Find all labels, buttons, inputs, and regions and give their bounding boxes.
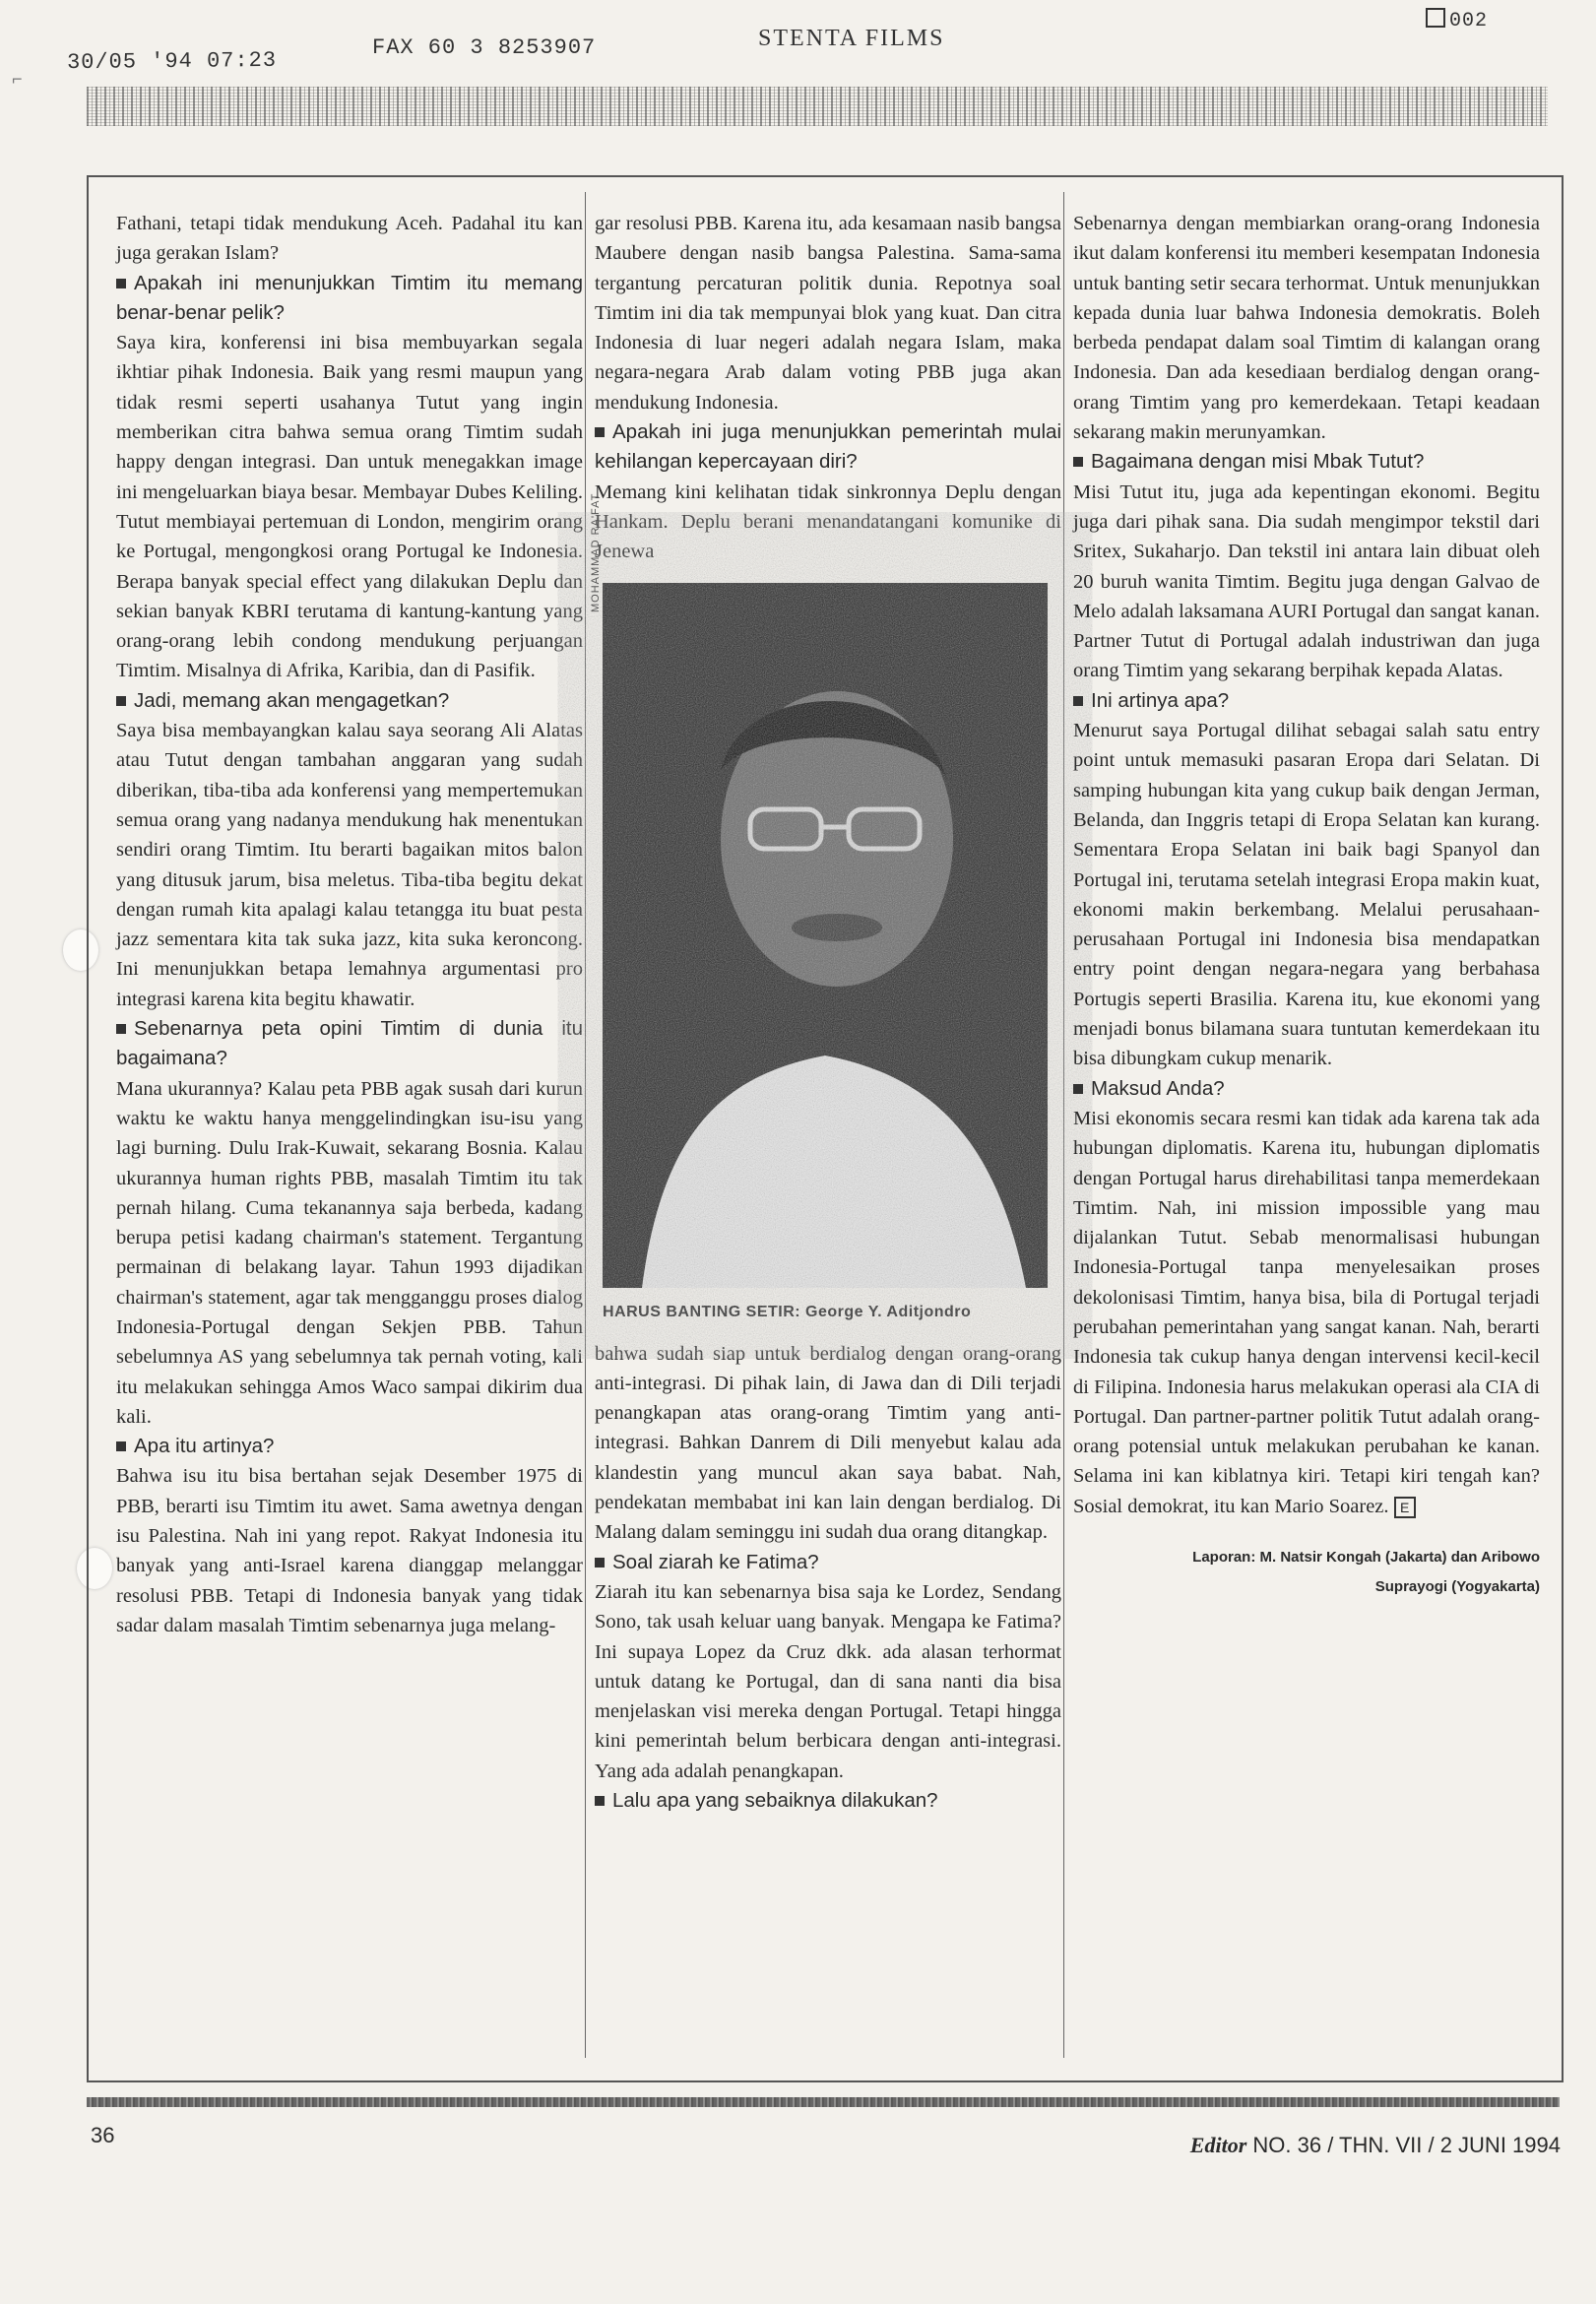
answer-text: bahwa sudah siap untuk berdialog dengan orang-orang anti-integrasi. Di pihak lain, di Jawa dan di Dili terjadi penangkapan atas orang-orang Timtim yang anti-integrasi. Bahkan Danrem di Dili menyebut kalau ada klandestin yang muncul akan saya babat. Nah, pendekatan membabat ini kan lain dengan berdialog. Di Malang dalam seminggu ini sudah dua orang ditangkap. — [595, 1342, 1061, 1544]
question-text: Ini artinya apa? — [1091, 688, 1230, 712]
question-text: Soal ziarah ke Fatima? — [612, 1550, 819, 1573]
publication-name: Editor — [1189, 2133, 1247, 2157]
interview-question — [1073, 447, 1540, 477]
answer-text: Memang kini kelihatan tidak sinkronnya Deplu dengan Hankam. Deplu berani menandatangani komunike di Jenewa — [595, 480, 1061, 563]
answer-text: gar resolusi PBB. Karena itu, ada kesamaan nasib bangsa Maubere dengan nasib bangsa Palestina. Sama-sama tergantung percaturan politik dunia. Repotnya soal Timtim ini dia tak mempunyai blok yang kuat. Dan citra Indonesia di luar negeri adalah negara Islam, maka negara-negara Arab dalam voting PBB juga akan mendukung Indonesia. — [595, 213, 1061, 414]
interview-answer — [116, 1074, 583, 1433]
answer-text: Misi ekonomis secara resmi kan tidak ada karena tak ada hubungan diplomatis. Karena itu, hubungan diplomatis dengan Portugal harus direhabilitasi tanpa memerdekaan Timtim. Nah, ini mission impossible yang mau dijalankan Tutut. Sebab menormalisasi hubungan Indonesia-Portugal tanpa menyelesaikan proses dekolonisasi Timtim, hanya bisa, bila di Portugal terjadi perubahan pemerintahan yang sangat kanan. Nah, berarti Indonesia tak cukup hanya dengan intervensi kecil-kecil di Filipina. Indonesia harus melakukan operasi ala CIA di Portugal. Dan partner-partner politik Tutut adalah orang-orang potensial untuk melakukan perubahan ke kanan. Selama ini kan kiblatnya kiri. Tetapi kiri tengah kan? Sosial demokrat, itu kan Mario Soarez. — [1073, 1107, 1540, 1517]
fax-date: 30/05 '94 07:23 — [66, 47, 278, 76]
question-bullet-icon — [116, 1441, 126, 1451]
fax-page-number: 002 — [1449, 10, 1489, 32]
photo-credit: MOHAMMAD RA'FAT — [590, 492, 602, 612]
fax-page-counter — [1426, 8, 1488, 32]
fax-noise-band — [87, 87, 1548, 126]
article-column-2 — [590, 209, 1061, 1816]
interview-answer — [595, 1577, 1061, 1786]
column-divider-1 — [585, 192, 586, 2058]
interview-answer — [595, 1339, 1061, 1548]
interview-answer — [1073, 1104, 1540, 1521]
interview-question — [1073, 686, 1540, 716]
interview-answer — [116, 1461, 583, 1640]
answer-text: Saya kira, konferensi ini bisa membuyarkan segala ikhtiar pihak Indonesia. Baik yang resmi maupun yang tidak resmi seperti usahanya Tutut yang ingin memberikan citra bahwa semua orang Timtim sudah happy dengan integrasi. Dan untuk menegakkan image ini mengeluarkan biaya besar. Membayar Dubes Keliling. Tutut membiayai pertemuan di London, mengirim orang ke Portugal, mengongkosi orang Portugal ke Indonesia. Berapa banyak special effect yang dilakukan Deplu dan sekian banyak KBRI terutama di kantung-kantung yang orang-orang lebih condong mendukung perjuangan Timtim. Misalnya di Afrika, Karibia, dan di Pasifik. — [116, 332, 583, 682]
fax-page-icon — [1426, 8, 1445, 28]
question-bullet-icon — [1073, 457, 1083, 467]
question-bullet-icon — [1073, 1084, 1083, 1094]
article-column-3 — [1073, 209, 1540, 1602]
question-bullet-icon — [1073, 696, 1083, 706]
column-divider-2 — [1063, 192, 1064, 2058]
question-text: Lalu apa yang sebaiknya dilakukan? — [612, 1789, 938, 1813]
question-text: Apakah ini juga menunjukkan pemerintah mulai kehilangan kepercayaan diri? — [595, 420, 1061, 474]
article-column-1 — [116, 209, 583, 1640]
margin-mark-icon: ⌐ — [12, 69, 23, 89]
question-bullet-icon — [595, 1796, 605, 1806]
portrait-image — [603, 583, 1048, 1288]
question-bullet-icon — [595, 1558, 605, 1568]
interview-question — [595, 1548, 1061, 1577]
question-bullet-icon — [595, 427, 605, 437]
interview-answer — [116, 328, 583, 686]
publication-footer — [1190, 2133, 1561, 2158]
report-credit-line-1: Laporan: M. Natsir Kongah (Jakarta) dan Aribowo — [1192, 1549, 1540, 1567]
answer-text: Menurut saya Portugal dilihat sebagai salah satu entry point untuk memasuki pasaran Eropa dari Selatan. Di samping hubungan kita yang cukup baik dengan Jerman, Belanda, dan Inggris tetapi di Eropa Selatan kan kurang. Sementara Eropa Selatan ini baik bagi Spanyol dan Portugal ini, terutama setelah integrasi Eropa makin kuat, ekonomi makin berkembang. Melalui perusahaan-perusahaan Portugal ini Indonesia bisa mendapatkan entry point dengan negara-negara yang berbahasa Portugis seperti Brasilia. Karena itu, kue ekonomi yang menjadi bonus bilamana suara tuntutan kemerdekaan itu bisa dibungkam cukup menarik. — [1073, 720, 1540, 1070]
interview-question — [116, 1432, 583, 1461]
answer-text: Misi Tutut itu, juga ada kepentingan ekonomi. Begitu juga dari pihak sana. Dia sudah mengimpor tekstil dari Sritex, Sukaharjo. Dan tekstil ini antara lain dibuat oleh 20 buruh wanita Timtim. Begitu juga dengan Galvao de Melo adalah laksamana AURI Portugal dan sangat kanan. Partner Tutut di Portugal adalah industriwan dan juga orang Timtim yang sekarang berpihak kepada Alatas. — [1073, 480, 1540, 682]
interview-answer — [595, 209, 1061, 417]
question-text: Apa itu artinya? — [134, 1435, 275, 1458]
interview-question — [116, 269, 583, 329]
interview-question — [1073, 1074, 1540, 1104]
interview-question — [116, 686, 583, 716]
end-mark-icon: E — [1394, 1497, 1416, 1518]
answer-text: Fathani, tetapi tidak mendukung Aceh. Padahal itu kan juga gerakan Islam? — [116, 213, 583, 265]
interview-answer — [1073, 209, 1540, 447]
page-number: 36 — [91, 2123, 115, 2147]
fax-number: FAX 60 3 8253907 — [372, 35, 597, 60]
publication-issue: NO. 36 / THN. VII / 2 JUNI 1994 — [1252, 2133, 1561, 2157]
interview-question — [595, 417, 1061, 478]
bottom-rule — [87, 2097, 1560, 2107]
fax-sender: STENTA FILMS — [758, 26, 945, 51]
answer-text: Mana ukurannya? Kalau peta PBB agak susah dari kurun waktu ke waktu hanya menggelindingkan isu-isu yang lagi burning. Dulu Irak-Kuwait, sekarang Bosnia. Kalau ukurannya human rights PBB, masalah Timtim itu tak pernah hilang. Cuma tekanannya saja berbeda, kadang berupa petisi kadang chairman's statement. Tergantung permainan di belakang layar. Tahun 1993 dijadikan chairman's statement, agar tak mengganggu proses dialog Indonesia-Portugal dengan Sekjen PBB. Tahun sebelumnya AS yang sebelumnya tak pernah voting, kali itu melakukan sehingga Amos Waco sampai dikirim dua kali. — [116, 1077, 583, 1428]
question-text: Apakah ini menunjukkan Timtim itu memang benar-benar pelik? — [116, 271, 583, 324]
interview-answer — [595, 478, 1061, 567]
interview-answer — [1073, 478, 1540, 686]
interview-question — [116, 1014, 583, 1074]
answer-text: Saya bisa membayangkan kalau saya seorang Ali Alatas atau Tutut dengan tambahan anggaran yang sudah diberikan, tiba-tiba ada konferensi yang mempertemukan semua orang yang nadanya mendukung hak menentukan sendiri orang Timtim. Itu berarti bagaikan mitos balon yang ditusuk jarum, bisa meletus. Tiba-tiba begitu dekat dengan rumah kita apalagi kalau tetangga itu buat pesta jazz sementara kita tak suka jazz, kita suka keroncong. Ini menunjukkan betapa lemahnya argumentasi pro integrasi karena kita begitu khawatir. — [116, 720, 583, 1010]
question-text: Sebenarnya peta opini Timtim di dunia itu bagaimana? — [116, 1017, 583, 1070]
interview-answer — [116, 716, 583, 1014]
fax-header — [0, 0, 1596, 158]
question-text: Bagaimana dengan misi Mbak Tutut? — [1091, 450, 1425, 474]
report-credit — [1073, 1543, 1540, 1602]
interview-question — [595, 1786, 1061, 1816]
report-credit-line-2: Suprayogi (Yogyakarta) — [1374, 1578, 1540, 1596]
question-bullet-icon — [116, 1024, 126, 1034]
answer-text: Ziarah itu kan sebenarnya bisa saja ke Lordez, Sendang Sono, tak usah keluar uang banyak. Mengapa ke Fatima? Ini supaya Lopez da Cruz dkk. ada alasan terhormat untuk datang ke Portugal, dan di sana nanti dia bisa menjelaskan visi mereka dengan Portugal. Tetapi hingga kini pemerintah belum berbicara dengan anti-integrasi. Yang ada adalah penangkapan. — [595, 1580, 1061, 1782]
question-text: Maksud Anda? — [1091, 1076, 1225, 1100]
question-bullet-icon — [116, 279, 126, 288]
interview-answer — [1073, 716, 1540, 1074]
question-bullet-icon — [116, 696, 126, 706]
answer-text: Bahwa isu itu bisa bertahan sejak Desember 1975 di PBB, berarti isu Timtim itu awet. Sama awetnya dengan isu Palestina. Nah ini yang repot. Rakyat Indonesia itu banyak yang anti-Israel karena dianggap melanggar resolusi PBB. Tetapi di Indonesia banyak yang tidak sadar dalam masalah Timtim sebenarnya juga melang- — [116, 1465, 583, 1636]
answer-text: Sebenarnya dengan membiarkan orang-orang Indonesia ikut dalam konferensi itu memberi kesempatan Indonesia untuk banting setir secara terhormat. Untuk menunjukkan kepada dunia luar bahwa Indonesia demokratis. Boleh berbeda pendapat dalam soal Timtim di kalangan orang Indonesia. Dan ada kesediaan berdialog dengan orang-orang Timtim yang pro kemerdekaan. Tetapi keadaan sekarang makin merunyamkan. — [1073, 213, 1540, 444]
question-text: Jadi, memang akan mengagetkan? — [134, 688, 450, 712]
interview-answer — [116, 209, 583, 269]
photo-caption: HARUS BANTING SETIR: George Y. Aditjondro — [603, 1303, 972, 1320]
